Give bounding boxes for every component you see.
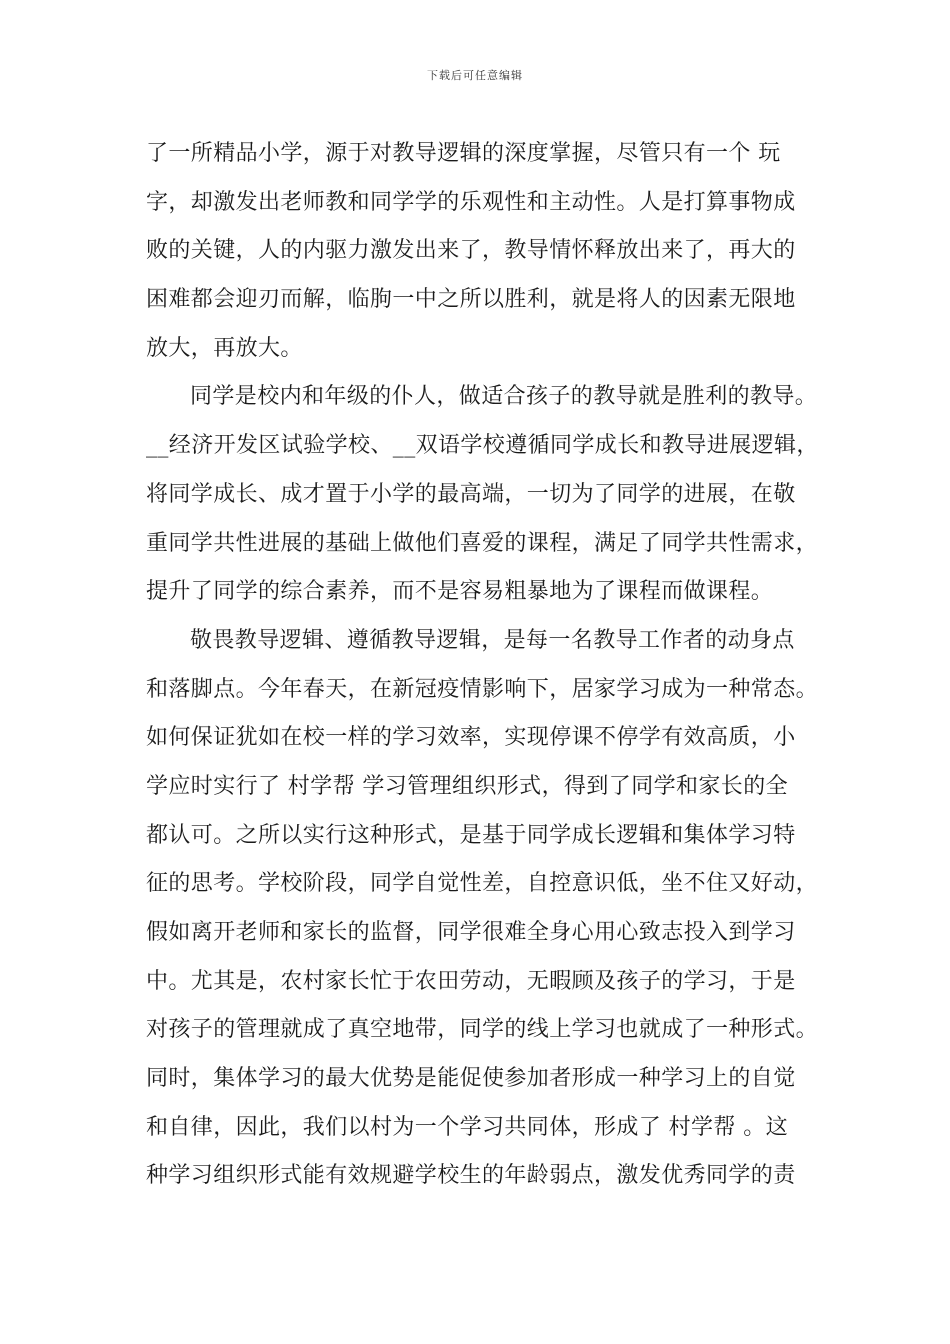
document-body — [146, 130, 819, 1201]
text-line: 中。尤其是，农村家长忙于农田劳动，无暇顾及孩子的学习，于是 — [146, 968, 796, 994]
text-line: 放大，再放大。 — [146, 335, 303, 361]
text-line: 败的关键，人的内驱力激发出来了，教导情怀释放出来了，再大的 — [146, 238, 796, 264]
text-line: 和自律，因此，我们以村为一个学习共同体，形成了 村学帮 。这 — [146, 1114, 788, 1140]
text-line: 困难都会迎刃而解，临朐一中之所以胜利，就是将人的因素无限地 — [146, 287, 796, 313]
page-header: 下载后可任意编辑 — [427, 69, 523, 82]
text-line: 学应时实行了 村学帮 学习管理组织形式，得到了同学和家长的全 — [146, 773, 788, 799]
text-line: 征的思考。学校阶段，同学自觉性差，自控意识低，坐不住又好动， — [146, 871, 819, 897]
text-line: __经济开发区试验学校、__双语学校遵循同学成长和教导进展逻辑， — [146, 433, 819, 459]
text-line: 如何保证犹如在校一样的学习效率，实现停课不停学有效高质，小 — [146, 725, 796, 751]
text-line: 种学习组织形式能有效规避学校生的年龄弱点，激发优秀同学的责 — [146, 1163, 796, 1189]
text-line: 假如离开老师和家长的监督，同学很难全身心用心致志投入到学习 — [146, 920, 796, 945]
paragraph-first-line: 敬畏教导逻辑、遵循教导逻辑，是每一名教导工作者的动身点 — [190, 627, 795, 653]
text-line: 对孩子的管理就成了真空地带，同学的线上学习也就成了一种形式。 — [146, 1017, 819, 1043]
text-line: 都认可。之所以实行这种形式，是基于同学成长逻辑和集体学习特 — [146, 822, 796, 848]
text-line: 同时，集体学习的最大优势是能促使参加者形成一种学习上的自觉 — [146, 1066, 796, 1092]
text-line: 重同学共性进展的基础上做他们喜爱的课程，满足了同学共性需求， — [146, 530, 819, 556]
text-line: 提升了同学的综合素养，而不是容易粗暴地为了课程而做课程。 — [146, 579, 774, 605]
text-line: 字，却激发出老师教和同学学的乐观性和主动性。人是打算事物成 — [146, 189, 796, 215]
text-line: 将同学成长、成才置于小学的最高端，一切为了同学的进展，在敬 — [146, 481, 796, 507]
paragraph-first-line: 同学是校内和年级的仆人，做适合孩子的教导就是胜利的教导。 — [190, 384, 818, 410]
text-line: 了一所精品小学，源于对教导逻辑的深度掌握，尽管只有一个 玩 — [146, 141, 781, 166]
text-line: 和落脚点。今年春天，在新冠疫情影响下，居家学习成为一种常态。 — [146, 676, 819, 702]
